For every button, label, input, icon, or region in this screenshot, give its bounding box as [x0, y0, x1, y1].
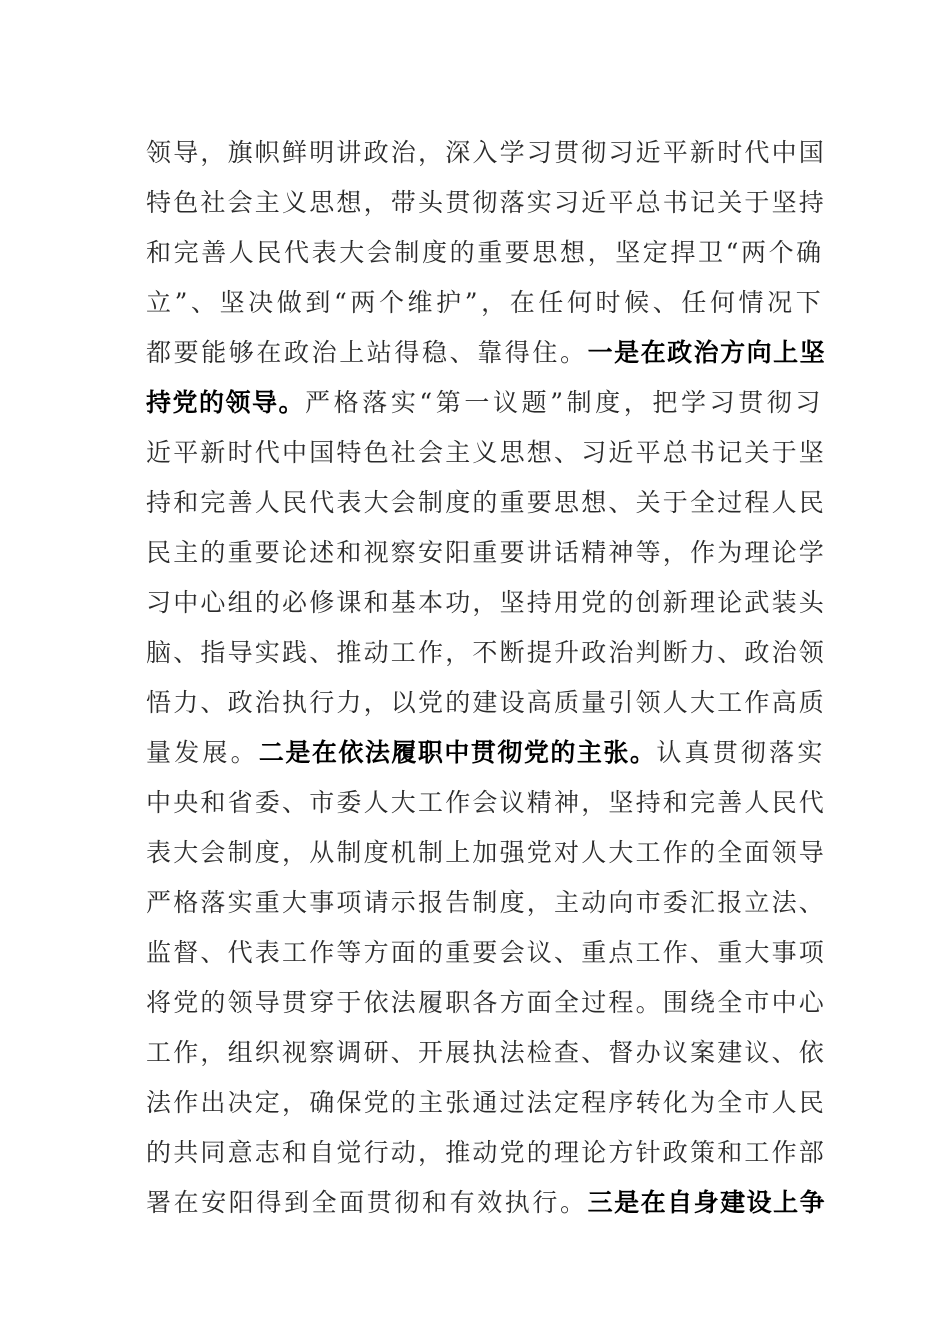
text-line — [146, 228, 826, 278]
text-segment: 都要能够在政治上站得稳、靠得住。 — [146, 338, 588, 367]
text-segment: 近平新时代中国特色社会主义思想、习近平总书记关于坚 — [146, 438, 827, 467]
text-segment: 持和完善人民代表大会制度的重要思想、关于全过程人民 — [146, 488, 827, 517]
text-segment: 中央和省委、市委人大工作会议精神，坚持和完善人民代 — [146, 788, 827, 817]
text-line — [146, 1028, 826, 1078]
text-line — [146, 478, 826, 528]
text-line — [146, 828, 826, 878]
text-segment: 习中心组的必修课和基本功，坚持用党的创新理论武装头 — [146, 588, 827, 617]
bold-heading-segment: 持党的领导。 — [146, 388, 306, 417]
text-segment: 认真贯彻落实 — [656, 738, 826, 767]
text-line — [146, 878, 826, 928]
text-line — [146, 1128, 826, 1178]
text-line — [146, 1178, 826, 1228]
text-segment: 严格落实“第一议题”制度，把学习贯彻习 — [305, 388, 824, 417]
text-line — [146, 378, 826, 428]
text-segment: 领导，旗帜鲜明讲政治，深入学习贯彻习近平新时代中国 — [146, 138, 827, 167]
text-segment: 民主的重要论述和视察安阳重要讲话精神等，作为理论学 — [146, 538, 827, 567]
text-segment: 特色社会主义思想，带头贯彻落实习近平总书记关于坚持 — [146, 188, 827, 217]
text-line — [146, 728, 826, 778]
text-line — [146, 778, 826, 828]
text-segment: 的共同意志和自觉行动，推动党的理论方针政策和工作部 — [146, 1138, 827, 1167]
text-segment: 工作，组织视察调研、开展执法检查、督办议案建议、依 — [146, 1038, 827, 1067]
text-line — [146, 428, 826, 478]
text-line — [146, 678, 826, 728]
text-segment: 严格落实重大事项请示报告制度，主动向市委汇报立法、 — [146, 888, 827, 917]
bold-heading-segment: 三是在自身建设上争 — [587, 1188, 827, 1217]
bold-heading-segment: 一是在政治方向上坚 — [587, 338, 827, 367]
text-segment: 署在安阳得到全面贯彻和有效执行。 — [146, 1188, 588, 1217]
text-line — [146, 928, 826, 978]
text-line — [146, 328, 826, 378]
text-segment: 将党的领导贯穿于依法履职各方面全过程。围绕全市中心 — [146, 988, 827, 1017]
text-segment: 立”、坚决做到“两个维护”，在任何时候、任何情况下 — [146, 288, 825, 317]
text-segment: 和完善人民代表大会制度的重要思想，坚定捍卫“两个确 — [146, 238, 824, 267]
bold-heading-segment: 二是在依法履职中贯彻党的主张。 — [258, 738, 657, 767]
text-segment: 法作出决定，确保党的主张通过法定程序转化为全市人民 — [146, 1088, 827, 1117]
text-line — [146, 1078, 826, 1128]
text-line — [146, 178, 826, 228]
text-segment: 监督、代表工作等方面的重要会议、重点工作、重大事项 — [146, 938, 827, 967]
text-segment: 量发展。 — [146, 738, 259, 767]
text-segment: 悟力、政治执行力，以党的建设高质量引领人大工作高质 — [146, 688, 827, 717]
text-line — [146, 528, 826, 578]
text-line — [146, 128, 826, 178]
text-line — [146, 278, 826, 328]
body-text — [146, 128, 826, 1228]
text-line — [146, 628, 826, 678]
text-line — [146, 978, 826, 1028]
text-segment: 表大会制度，从制度机制上加强党对人大工作的全面领导 — [146, 838, 827, 867]
text-line — [146, 578, 826, 628]
text-segment: 脑、指导实践、推动工作，不断提升政治判断力、政治领 — [146, 638, 827, 667]
